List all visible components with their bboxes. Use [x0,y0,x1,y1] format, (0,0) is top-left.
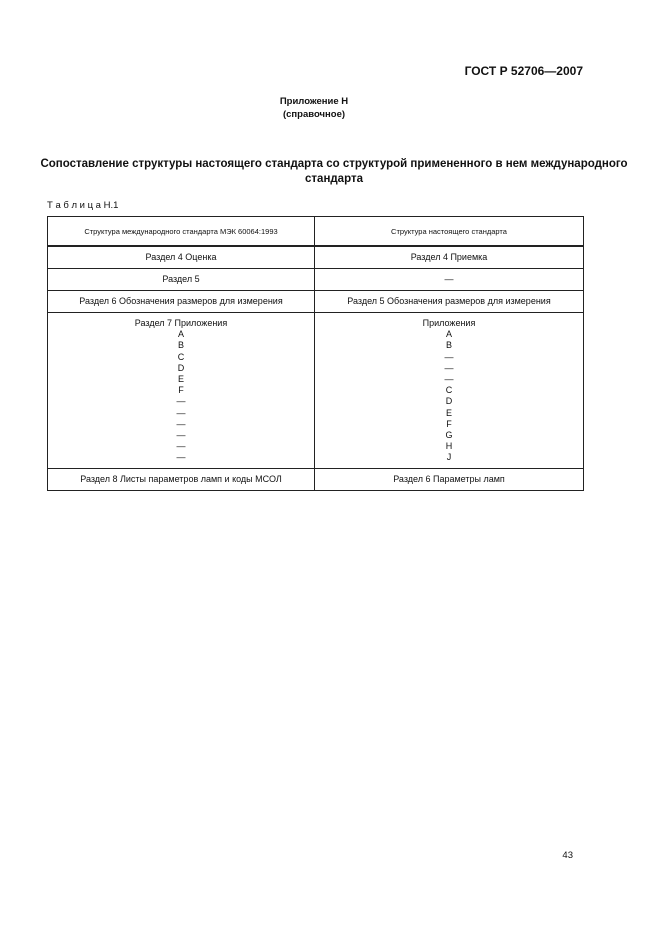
table-cell: Раздел 4 Приемка [315,246,584,269]
annex-list-item: B [177,340,184,351]
annex-list-item: F [178,385,184,396]
annex-list-item: — [444,351,454,362]
page-number: 43 [562,850,573,861]
annex-list-item: — [176,452,186,463]
annex-list-item: E [177,374,184,385]
table-cell: Раздел 6 Параметры ламп [315,468,584,490]
table-row-annexes [48,313,584,469]
annex-list-item: B [445,340,452,351]
annex-list-item: — [176,430,186,441]
annex-list-item: A [445,329,452,340]
annex-list-item: — [176,441,186,452]
header-international-structure: Структура международного стандарта МЭК 60064:1993 [48,217,315,247]
table-cell-annex-list-national [315,313,584,469]
annex-list-item: — [176,418,186,429]
annex-list-item: C [445,385,453,396]
annex-list-item: C [177,351,185,362]
table-label: Т а б л и ц а Н.1 [47,200,119,211]
table-cell: Раздел 6 Обозначения размеров для измерения [48,291,315,313]
annex-list-item: — [444,374,454,385]
annex-list-item: H [445,441,453,452]
table-row [48,468,584,490]
annex-list-item: D [177,362,185,373]
table-cell: Раздел 4 Оценка [48,246,315,269]
annex-list-item: A [177,329,184,340]
table-cell: Раздел 8 Листы параметров ламп и коды МСОЛ [48,468,315,490]
annex-list-title: Приложения [422,318,476,328]
annex-title: Приложение Н [279,96,349,107]
table-row [48,246,584,269]
table-cell: Раздел 5 [48,269,315,291]
annex-list-item: — [176,396,186,407]
table-cell: — [315,269,584,291]
annex-subtitle: (справочное) [282,109,346,120]
annex-list-item: J [446,452,452,463]
annex-list-item: — [176,407,186,418]
table-cell-annex-list-international [48,313,315,469]
table-header-row [48,217,584,247]
table-row [48,269,584,291]
table-cell: Раздел 5 Обозначения размеров для измерения [315,291,584,313]
annex-heading [0,95,628,121]
table-row [48,291,584,313]
annex-list-item: E [445,407,452,418]
annex-list-item: — [444,362,454,373]
annex-list-item: D [445,396,453,407]
annex-list-item: G [445,430,453,441]
annex-list-item: F [446,418,452,429]
section-title: Сопоставление структуры настоящего стандарта со структурой примененного в нем международного стандарта [40,158,628,185]
annex-list-title: Раздел 7 Приложения [134,318,228,328]
document-code: ГОСТ Р 52706—2007 [464,64,583,78]
header-national-structure: Структура настоящего стандарта [315,217,584,247]
comparison-table [47,216,584,491]
